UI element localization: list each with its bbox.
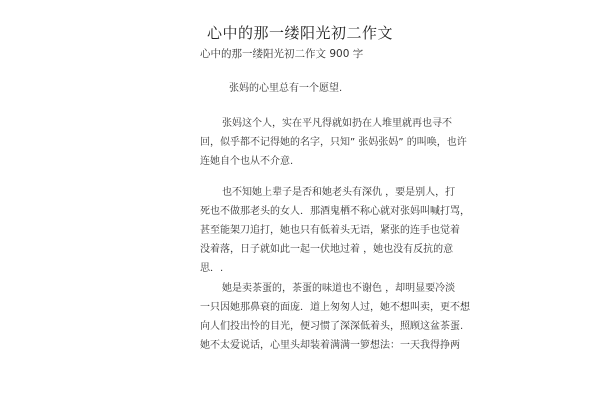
paragraph-line: 张妈这个人，实在平凡得就如扔在人堆里就再也寻不: [222, 118, 452, 129]
paragraph-1: [229, 79, 404, 98]
paragraph-line: 回，似乎都不记得她的名字，只知” 张妈张妈” 的叫唤，也许: [200, 137, 467, 148]
paragraph-line: 连她自个也从不介意.: [200, 156, 294, 167]
paragraph-line: 没着落，日子就如此一起一伏地过着 ，她也没有反抗的意: [200, 244, 454, 255]
paragraph-line: 她不太爱说话，心里头却装着满满一箩想法：一天我得挣两: [200, 340, 460, 351]
paragraph-4: [200, 279, 470, 355]
document-title: 心中的那一缕阳光初二作文: [206, 24, 393, 42]
paragraph-line: 也不知她上辈子是否和她老头有深仇 ，要是别人，打: [222, 187, 456, 198]
paragraph-line: 张妈的心里总有一个愿望.: [229, 83, 343, 94]
paragraph-line: 死也不做那老头的女人．那酒鬼栖不称心就对张妈叫喊打骂，: [200, 206, 470, 217]
paragraph-2: [200, 114, 467, 171]
paragraph-line: 一只因她那鼻衰的面庞．道上匆匆人过，她不想叫卖，更不想: [200, 302, 470, 313]
paragraph-line: 她是卖茶蛋的，茶蛋的味道也不谢色 ，却明显要冷淡: [222, 283, 456, 294]
paragraph-3: [200, 183, 470, 278]
paragraph-line: 甚至能架刀追打，她也只有低着头无语，紧张的连手也觉着: [200, 225, 460, 236]
document-subtitle: 心中的那一缕阳光初二作文 900 字: [200, 48, 364, 60]
paragraph-line: 向人们投出怜的目光，便习惯了深深低着头，照顾这盆茶蛋.: [200, 321, 464, 332]
paragraph-line: 思．.: [200, 263, 224, 274]
